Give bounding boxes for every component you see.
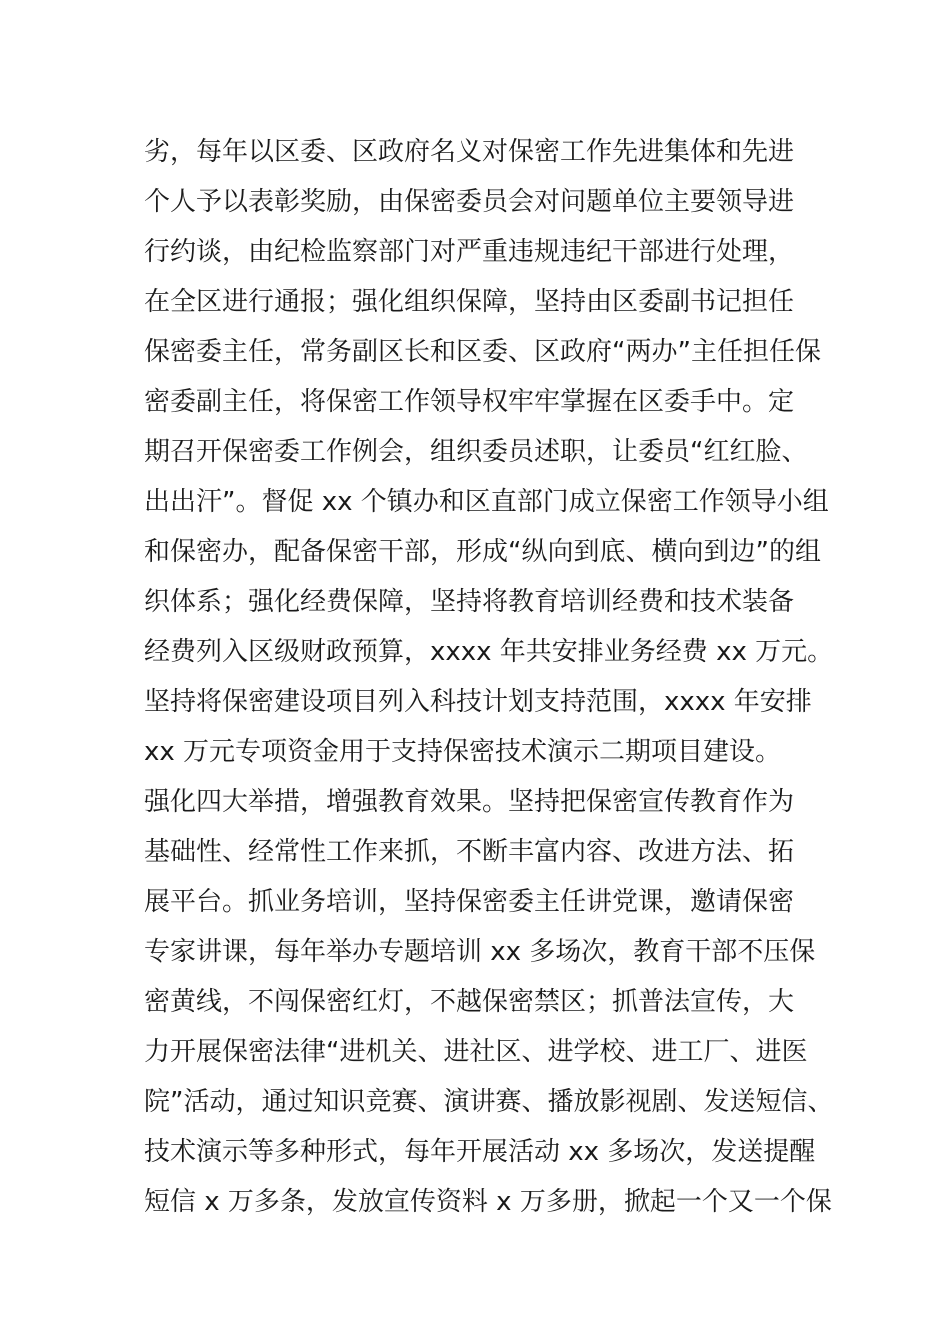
text-line: 经费列入区级财政预算，xxxx 年共安排业务经费 xx 万元。	[144, 637, 834, 667]
text-line: 技术演示等多种形式，每年开展活动 xx 多场次，发送提醒	[144, 1137, 816, 1167]
text-line: 劣，每年以区委、区政府名义对保密工作先进集体和先进	[144, 137, 795, 167]
body-text	[144, 127, 844, 1227]
text-line: 展平台。抓业务培训，坚持保密委主任讲党课，邀请保密	[144, 887, 795, 917]
text-line: 保密委主任，常务副区长和区委、区政府“两办”主任担任保	[144, 337, 821, 367]
text-line: 织体系；强化经费保障，坚持将教育培训经费和技术装备	[144, 587, 795, 617]
text-line: 个人予以表彰奖励，由保密委员会对问题单位主要领导进	[144, 187, 795, 217]
text-line: 密黄线，不闯保密红灯，不越保密禁区；抓普法宣传，大	[144, 987, 795, 1017]
text-line: xx 万元专项资金用于支持保密技术演示二期项目建设。	[144, 737, 782, 767]
text-line: 坚持将保密建设项目列入科技计划支持范围，xxxx 年安排	[144, 687, 812, 717]
text-line: 力开展保密法律“进机关、进社区、进学校、进工厂、进医	[144, 1037, 808, 1067]
text-line: 在全区进行通报；强化组织保障，坚持由区委副书记担任	[144, 287, 795, 317]
text-line: 行约谈，由纪检监察部门对严重违规违纪干部进行处理，	[144, 237, 795, 267]
text-line: 院”活动，通过知识竞赛、演讲赛、播放影视剧、发送短信、	[144, 1087, 834, 1117]
text-line: 期召开保密委工作例会，组织委员述职，让委员“红红脸、	[144, 437, 808, 467]
text-line: 专家讲课，每年举办专题培训 xx 多场次，教育干部不压保	[144, 937, 816, 967]
text-line: 密委副主任，将保密工作领导权牢牢掌握在区委手中。定	[144, 387, 795, 417]
text-line: 和保密办，配备保密干部，形成“纵向到底、横向到边”的组	[144, 537, 821, 567]
text-line: 基础性、经常性工作来抓，不断丰富内容、改进方法、拓	[144, 837, 795, 867]
text-line: 出出汗”。督促 xx 个镇办和区直部门成立保密工作领导小组	[144, 487, 829, 517]
text-line: 强化四大举措，增强教育效果。坚持把保密宣传教育作为	[144, 787, 795, 817]
text-line: 短信 x 万多条，发放宣传资料 x 万多册，掀起一个又一个保	[144, 1187, 832, 1217]
